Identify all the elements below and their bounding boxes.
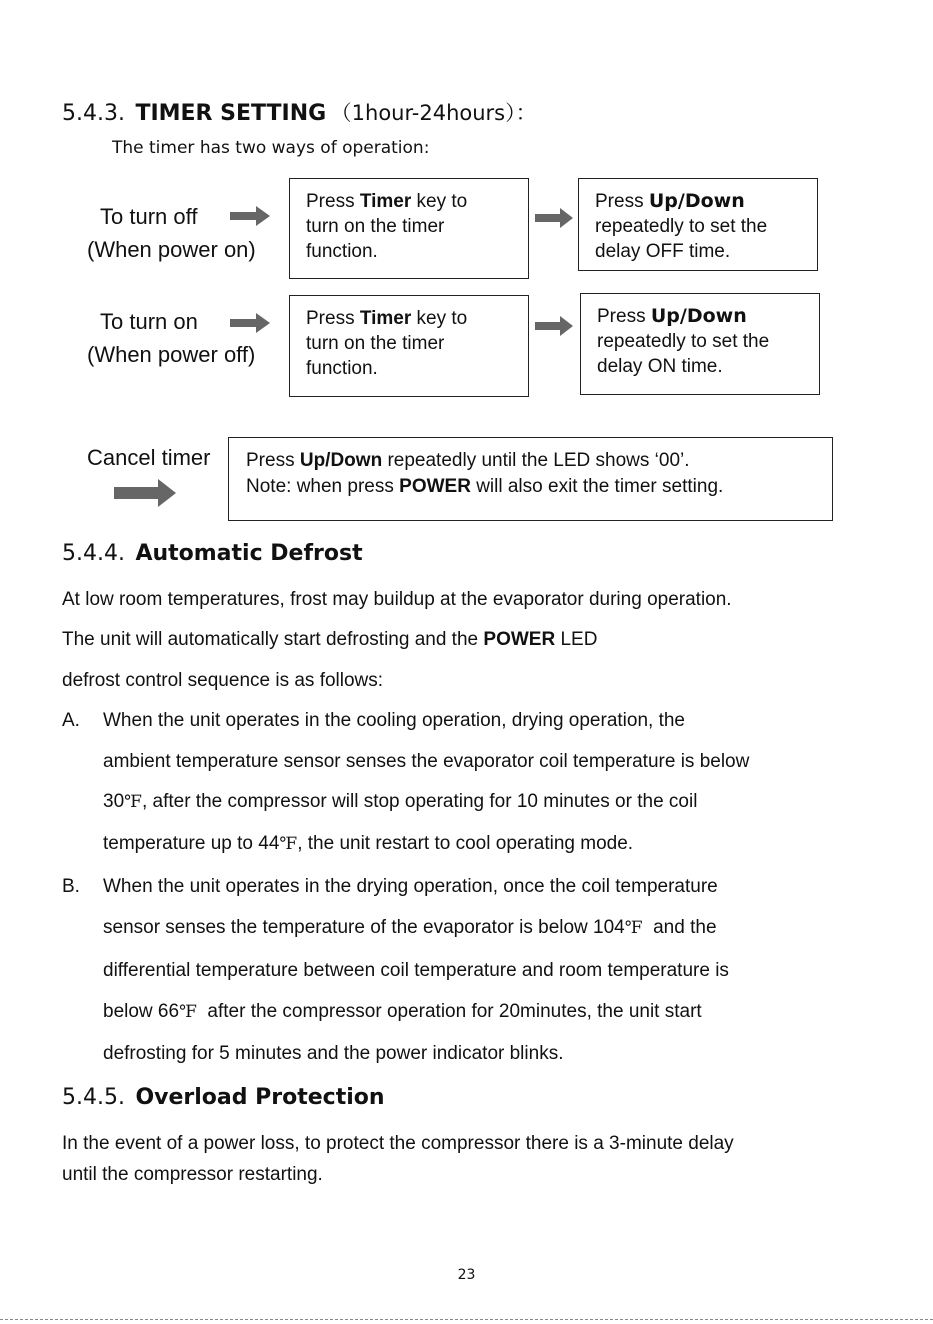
flow-label-cancel-timer: Cancel timer (87, 445, 211, 470)
page-number: 23 (457, 1267, 476, 1283)
list-line: defrosting for 5 minutes and the power indicator blinks. (103, 1043, 564, 1064)
text: turn on the timer (306, 216, 445, 237)
text: repeatedly until the LED shows ‘00’. (382, 450, 690, 471)
text: The unit will automatically start defrosting and the (62, 629, 484, 650)
text: below 66 (103, 1001, 180, 1022)
section-heading-timer (62, 97, 537, 127)
text: Press (595, 191, 649, 212)
arrow-right-icon (228, 205, 272, 227)
text: Press (597, 306, 651, 327)
paragraph: defrost control sequence is as follows: (62, 670, 384, 691)
text: , the unit restart to cool operating mode. (297, 833, 634, 854)
key-name: Up/Down (648, 190, 745, 212)
text: repeatedly to set the (595, 216, 768, 237)
list-line (103, 791, 697, 813)
flow-box-off-step2 (578, 178, 818, 271)
section-number: 5.4.4. (62, 541, 125, 566)
paragraph: until the compressor restarting. (62, 1164, 323, 1185)
text: 30 (103, 791, 125, 812)
text: , after the compressor will stop operating for 10 minutes or the coil (141, 791, 698, 812)
section-heading-defrost (62, 541, 363, 566)
degree-symbol: ℉ (279, 834, 298, 854)
section-title: Automatic Defrost (135, 541, 363, 566)
section-number: 5.4.5. (62, 1085, 125, 1110)
key-name: Up/Down (650, 305, 747, 327)
degree-symbol: ℉ (624, 918, 643, 938)
label-line: To turn off (100, 204, 198, 229)
flow-box-cancel (228, 437, 833, 521)
text: after the compressor operation for 20minutes, the unit start (196, 1001, 702, 1022)
degree-symbol: ℉ (179, 1002, 197, 1022)
paragraph: At low room temperatures, frost may buildup at the evaporator during operation. (62, 589, 732, 610)
paragraph: In the event of a power loss, to protect the compressor there is a 3-minute delay (62, 1133, 734, 1154)
text: and the (642, 917, 717, 938)
text: sensor senses the temperature of the evaporator is below 104 (103, 917, 625, 938)
text: repeatedly to set the (597, 331, 770, 352)
label-line: To turn on (100, 309, 198, 334)
arrow-right-icon (112, 478, 178, 508)
list-line (103, 917, 717, 939)
paragraph (62, 629, 597, 651)
list-line: ambient temperature sensor senses the evaporator coil temperature is below (103, 751, 750, 772)
text: key to (411, 308, 468, 329)
text: key to (411, 191, 468, 212)
section-intro: The timer has two ways of operation: (112, 138, 430, 158)
list-line: When the unit operates in the cooling operation, drying operation, the (103, 710, 685, 731)
text: Press (306, 191, 360, 212)
list-line (103, 1001, 702, 1023)
key-name: Timer (359, 191, 412, 212)
degree-symbol: ℉ (124, 792, 142, 812)
key-name: POWER (399, 476, 471, 497)
text: delay ON time. (597, 356, 723, 377)
section-range: （1hour-24hours）： (330, 101, 537, 125)
list-line: When the unit operates in the drying operation, once the coil temperature (103, 876, 718, 897)
text: Press (246, 450, 300, 471)
list-line: differential temperature between coil temperature and room temperature is (103, 960, 729, 981)
text: temperature up to 44 (103, 833, 280, 854)
list-letter: A. (62, 710, 80, 731)
list-line (103, 833, 633, 855)
text: function. (306, 241, 378, 262)
section-number: 5.4.3. (62, 101, 125, 126)
list-letter: B. (62, 876, 80, 897)
text: Note: when press (246, 476, 400, 497)
footer-divider (0, 1319, 933, 1320)
key-name: Up/Down (299, 450, 383, 471)
text: will also exit the timer setting. (470, 476, 724, 497)
key-name: Timer (359, 308, 412, 329)
text: Press (306, 308, 360, 329)
arrow-right-icon (533, 315, 575, 337)
section-title: TIMER SETTING (135, 101, 327, 126)
arrow-right-icon (533, 207, 575, 229)
label-line: (When power on) (87, 237, 256, 262)
flow-box-on-step2 (580, 293, 820, 395)
section-heading-overload (62, 1085, 385, 1110)
flow-box-off-step1 (289, 178, 529, 279)
text: LED (555, 629, 598, 650)
label-line: (When power off) (87, 342, 256, 367)
flow-box-on-step1 (289, 295, 529, 397)
text: turn on the timer (306, 333, 445, 354)
text-bold: POWER (483, 629, 556, 650)
arrow-right-icon (228, 312, 272, 334)
text: function. (306, 358, 378, 379)
section-title: Overload Protection (135, 1085, 385, 1110)
text: delay OFF time. (595, 241, 731, 262)
